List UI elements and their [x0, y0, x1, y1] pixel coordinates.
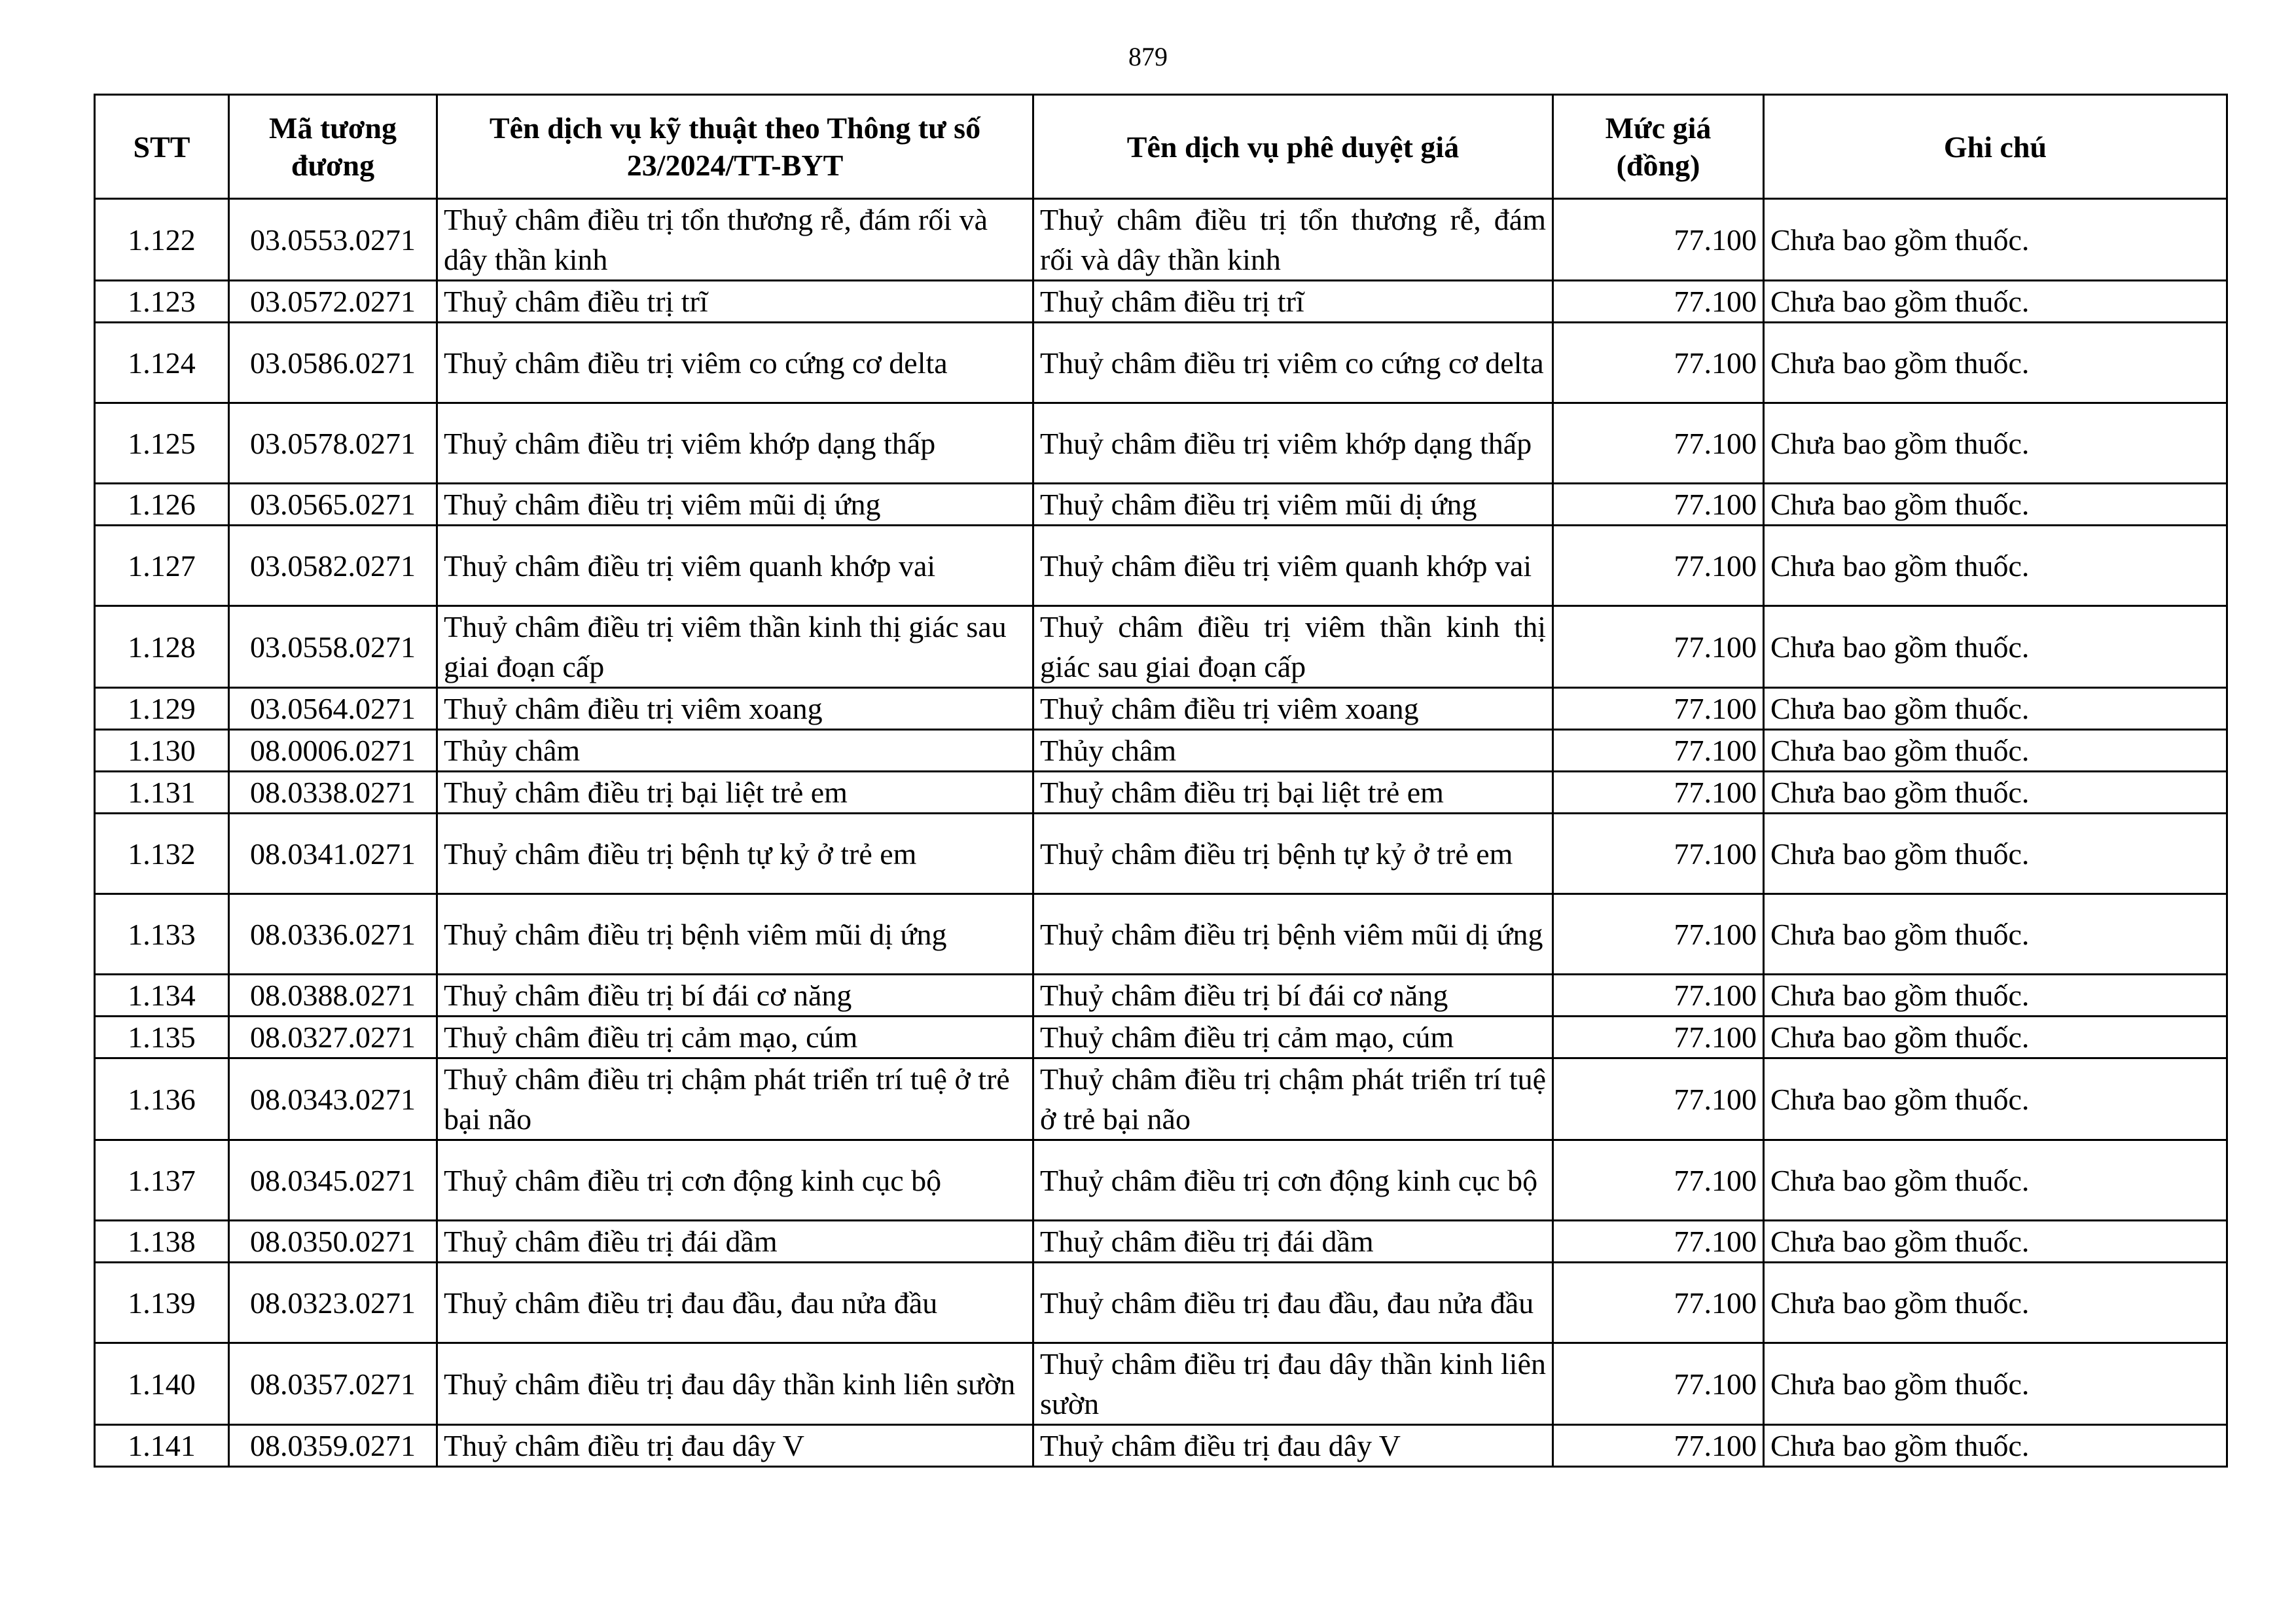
cell-tech-name: Thuỷ châm điều trị bại liệt trẻ em — [437, 772, 1033, 814]
cell-stt: 1.139 — [95, 1263, 229, 1343]
table-row — [95, 1343, 2227, 1425]
cell-note: Chưa bao gồm thuốc. — [1764, 403, 2227, 484]
cell-price: 77.100 — [1553, 1263, 1764, 1343]
table-row — [95, 199, 2227, 281]
cell-stt: 1.130 — [95, 730, 229, 772]
table-row — [95, 281, 2227, 323]
cell-tech-name: Thuỷ châm điều trị viêm thần kinh thị giác sau giai đoạn cấp — [437, 606, 1033, 688]
cell-stt: 1.126 — [95, 484, 229, 526]
cell-stt: 1.131 — [95, 772, 229, 814]
cell-stt: 1.124 — [95, 323, 229, 403]
cell-price: 77.100 — [1553, 814, 1764, 894]
cell-tech-name: Thuỷ châm điều trị bí đái cơ năng — [437, 975, 1033, 1017]
cell-approved-name: Thuỷ châm điều trị đau dây V — [1033, 1425, 1553, 1467]
header-tech-name: Tên dịch vụ kỹ thuật theo Thông tư số 23/2024/TT-BYT — [437, 95, 1033, 199]
cell-stt: 1.125 — [95, 403, 229, 484]
cell-tech-name: Thuỷ châm điều trị tổn thương rễ, đám rối và dây thần kinh — [437, 199, 1033, 281]
cell-note: Chưa bao gồm thuốc. — [1764, 1058, 2227, 1140]
cell-approved-name: Thuỷ châm điều trị viêm quanh khớp vai — [1033, 526, 1553, 606]
table-body — [95, 199, 2227, 1467]
cell-note: Chưa bao gồm thuốc. — [1764, 1343, 2227, 1425]
cell-note: Chưa bao gồm thuốc. — [1764, 975, 2227, 1017]
cell-note: Chưa bao gồm thuốc. — [1764, 1425, 2227, 1467]
cell-stt: 1.136 — [95, 1058, 229, 1140]
cell-stt: 1.127 — [95, 526, 229, 606]
cell-code: 03.0578.0271 — [229, 403, 437, 484]
cell-stt: 1.133 — [95, 894, 229, 975]
cell-note: Chưa bao gồm thuốc. — [1764, 606, 2227, 688]
table-row — [95, 1263, 2227, 1343]
table-row — [95, 814, 2227, 894]
cell-code: 08.0345.0271 — [229, 1140, 437, 1221]
cell-approved-name: Thuỷ châm điều trị viêm mũi dị ứng — [1033, 484, 1553, 526]
table-row — [95, 1017, 2227, 1058]
cell-tech-name: Thuỷ châm điều trị chậm phát triển trí tuệ ở trẻ bại não — [437, 1058, 1033, 1140]
cell-stt: 1.138 — [95, 1221, 229, 1263]
cell-tech-name: Thuỷ châm điều trị đái dầm — [437, 1221, 1033, 1263]
cell-approved-name: Thuỷ châm điều trị cơn động kinh cục bộ — [1033, 1140, 1553, 1221]
cell-code: 03.0586.0271 — [229, 323, 437, 403]
cell-approved-name: Thuỷ châm điều trị trĩ — [1033, 281, 1553, 323]
cell-price: 77.100 — [1553, 1343, 1764, 1425]
cell-price: 77.100 — [1553, 323, 1764, 403]
cell-note: Chưa bao gồm thuốc. — [1764, 894, 2227, 975]
cell-stt: 1.141 — [95, 1425, 229, 1467]
cell-code: 08.0388.0271 — [229, 975, 437, 1017]
cell-tech-name: Thuỷ châm điều trị viêm khớp dạng thấp — [437, 403, 1033, 484]
table-row — [95, 772, 2227, 814]
cell-approved-name: Thuỷ châm điều trị bí đái cơ năng — [1033, 975, 1553, 1017]
cell-price: 77.100 — [1553, 606, 1764, 688]
table-row — [95, 484, 2227, 526]
cell-approved-name: Thuỷ châm điều trị viêm co cứng cơ delta — [1033, 323, 1553, 403]
cell-price: 77.100 — [1553, 403, 1764, 484]
cell-approved-name: Thuỷ châm điều trị đau đầu, đau nửa đầu — [1033, 1263, 1553, 1343]
cell-price: 77.100 — [1553, 894, 1764, 975]
cell-approved-name: Thuỷ châm điều trị đau dây thần kinh liên sườn — [1033, 1343, 1553, 1425]
cell-approved-name: Thuỷ châm điều trị cảm mạo, cúm — [1033, 1017, 1553, 1058]
cell-price: 77.100 — [1553, 1017, 1764, 1058]
cell-note: Chưa bao gồm thuốc. — [1764, 484, 2227, 526]
cell-approved-name: Thuỷ châm điều trị viêm thần kinh thị giác sau giai đoạn cấp — [1033, 606, 1553, 688]
cell-price: 77.100 — [1553, 688, 1764, 730]
cell-note: Chưa bao gồm thuốc. — [1764, 688, 2227, 730]
cell-price: 77.100 — [1553, 484, 1764, 526]
cell-code: 03.0572.0271 — [229, 281, 437, 323]
cell-tech-name: Thuỷ châm điều trị đau dây V — [437, 1425, 1033, 1467]
cell-note: Chưa bao gồm thuốc. — [1764, 526, 2227, 606]
table-row — [95, 894, 2227, 975]
cell-approved-name: Thuỷ châm điều trị viêm xoang — [1033, 688, 1553, 730]
cell-price: 77.100 — [1553, 730, 1764, 772]
table-row — [95, 1425, 2227, 1467]
cell-stt: 1.137 — [95, 1140, 229, 1221]
table-row — [95, 1221, 2227, 1263]
cell-note: Chưa bao gồm thuốc. — [1764, 772, 2227, 814]
cell-price: 77.100 — [1553, 199, 1764, 281]
cell-price: 77.100 — [1553, 281, 1764, 323]
cell-note: Chưa bao gồm thuốc. — [1764, 1221, 2227, 1263]
cell-note: Chưa bao gồm thuốc. — [1764, 281, 2227, 323]
cell-tech-name: Thuỷ châm điều trị cơn động kinh cục bộ — [437, 1140, 1033, 1221]
cell-code: 08.0343.0271 — [229, 1058, 437, 1140]
cell-stt: 1.132 — [95, 814, 229, 894]
cell-tech-name: Thuỷ châm điều trị viêm co cứng cơ delta — [437, 323, 1033, 403]
table-row — [95, 606, 2227, 688]
cell-note: Chưa bao gồm thuốc. — [1764, 1263, 2227, 1343]
cell-stt: 1.123 — [95, 281, 229, 323]
cell-stt: 1.140 — [95, 1343, 229, 1425]
table-row — [95, 526, 2227, 606]
table-row — [95, 1058, 2227, 1140]
cell-price: 77.100 — [1553, 1140, 1764, 1221]
cell-tech-name: Thuỷ châm điều trị bệnh viêm mũi dị ứng — [437, 894, 1033, 975]
cell-code: 08.0341.0271 — [229, 814, 437, 894]
cell-code: 03.0558.0271 — [229, 606, 437, 688]
cell-stt: 1.134 — [95, 975, 229, 1017]
cell-tech-name: Thuỷ châm điều trị viêm mũi dị ứng — [437, 484, 1033, 526]
cell-approved-name: Thuỷ châm điều trị viêm khớp dạng thấp — [1033, 403, 1553, 484]
table-row — [95, 323, 2227, 403]
cell-price: 77.100 — [1553, 772, 1764, 814]
cell-code: 08.0338.0271 — [229, 772, 437, 814]
cell-stt: 1.135 — [95, 1017, 229, 1058]
cell-code: 03.0565.0271 — [229, 484, 437, 526]
cell-code: 08.0327.0271 — [229, 1017, 437, 1058]
cell-stt: 1.128 — [95, 606, 229, 688]
cell-approved-name: Thuỷ châm điều trị chậm phát triển trí tuệ ở trẻ bại não — [1033, 1058, 1553, 1140]
cell-tech-name: Thuỷ châm điều trị viêm quanh khớp vai — [437, 526, 1033, 606]
cell-stt: 1.129 — [95, 688, 229, 730]
header-approved-name: Tên dịch vụ phê duyệt giá — [1033, 95, 1553, 199]
cell-approved-name: Thuỷ châm điều trị bại liệt trẻ em — [1033, 772, 1553, 814]
cell-approved-name: Thuỷ châm điều trị đái dầm — [1033, 1221, 1553, 1263]
cell-note: Chưa bao gồm thuốc. — [1764, 199, 2227, 281]
price-table — [94, 94, 2228, 1468]
cell-code: 03.0582.0271 — [229, 526, 437, 606]
cell-code: 08.0357.0271 — [229, 1343, 437, 1425]
cell-stt: 1.122 — [95, 199, 229, 281]
header-code: Mã tương đương — [229, 95, 437, 199]
cell-code: 08.0006.0271 — [229, 730, 437, 772]
cell-price: 77.100 — [1553, 1221, 1764, 1263]
cell-note: Chưa bao gồm thuốc. — [1764, 814, 2227, 894]
cell-tech-name: Thuỷ châm điều trị đau dây thần kinh liên sườn — [437, 1343, 1033, 1425]
cell-code: 03.0553.0271 — [229, 199, 437, 281]
cell-tech-name: Thuỷ châm điều trị cảm mạo, cúm — [437, 1017, 1033, 1058]
table-row — [95, 1140, 2227, 1221]
cell-code: 08.0350.0271 — [229, 1221, 437, 1263]
cell-tech-name: Thuỷ châm điều trị trĩ — [437, 281, 1033, 323]
cell-tech-name: Thủy châm — [437, 730, 1033, 772]
cell-approved-name: Thuỷ châm điều trị bệnh viêm mũi dị ứng — [1033, 894, 1553, 975]
cell-tech-name: Thuỷ châm điều trị đau đầu, đau nửa đầu — [437, 1263, 1033, 1343]
cell-note: Chưa bao gồm thuốc. — [1764, 1017, 2227, 1058]
cell-price: 77.100 — [1553, 975, 1764, 1017]
page-number: 879 — [1128, 42, 1168, 71]
cell-code: 03.0564.0271 — [229, 688, 437, 730]
cell-code: 08.0323.0271 — [229, 1263, 437, 1343]
cell-price: 77.100 — [1553, 1058, 1764, 1140]
cell-code: 08.0336.0271 — [229, 894, 437, 975]
cell-price: 77.100 — [1553, 1425, 1764, 1467]
header-note: Ghi chú — [1764, 95, 2227, 199]
cell-approved-name: Thuỷ châm điều trị bệnh tự kỷ ở trẻ em — [1033, 814, 1553, 894]
cell-tech-name: Thuỷ châm điều trị viêm xoang — [437, 688, 1033, 730]
cell-code: 08.0359.0271 — [229, 1425, 437, 1467]
header-price: Mức giá (đồng) — [1553, 95, 1764, 199]
cell-note: Chưa bao gồm thuốc. — [1764, 323, 2227, 403]
cell-tech-name: Thuỷ châm điều trị bệnh tự kỷ ở trẻ em — [437, 814, 1033, 894]
table-row — [95, 403, 2227, 484]
cell-note: Chưa bao gồm thuốc. — [1764, 1140, 2227, 1221]
cell-approved-name: Thủy châm — [1033, 730, 1553, 772]
table-row — [95, 975, 2227, 1017]
cell-price: 77.100 — [1553, 526, 1764, 606]
table-row — [95, 730, 2227, 772]
header-stt: STT — [95, 95, 229, 199]
cell-note: Chưa bao gồm thuốc. — [1764, 730, 2227, 772]
table-header-row — [95, 95, 2227, 199]
cell-approved-name: Thuỷ châm điều trị tổn thương rễ, đám rối và dây thần kinh — [1033, 199, 1553, 281]
table-row — [95, 688, 2227, 730]
